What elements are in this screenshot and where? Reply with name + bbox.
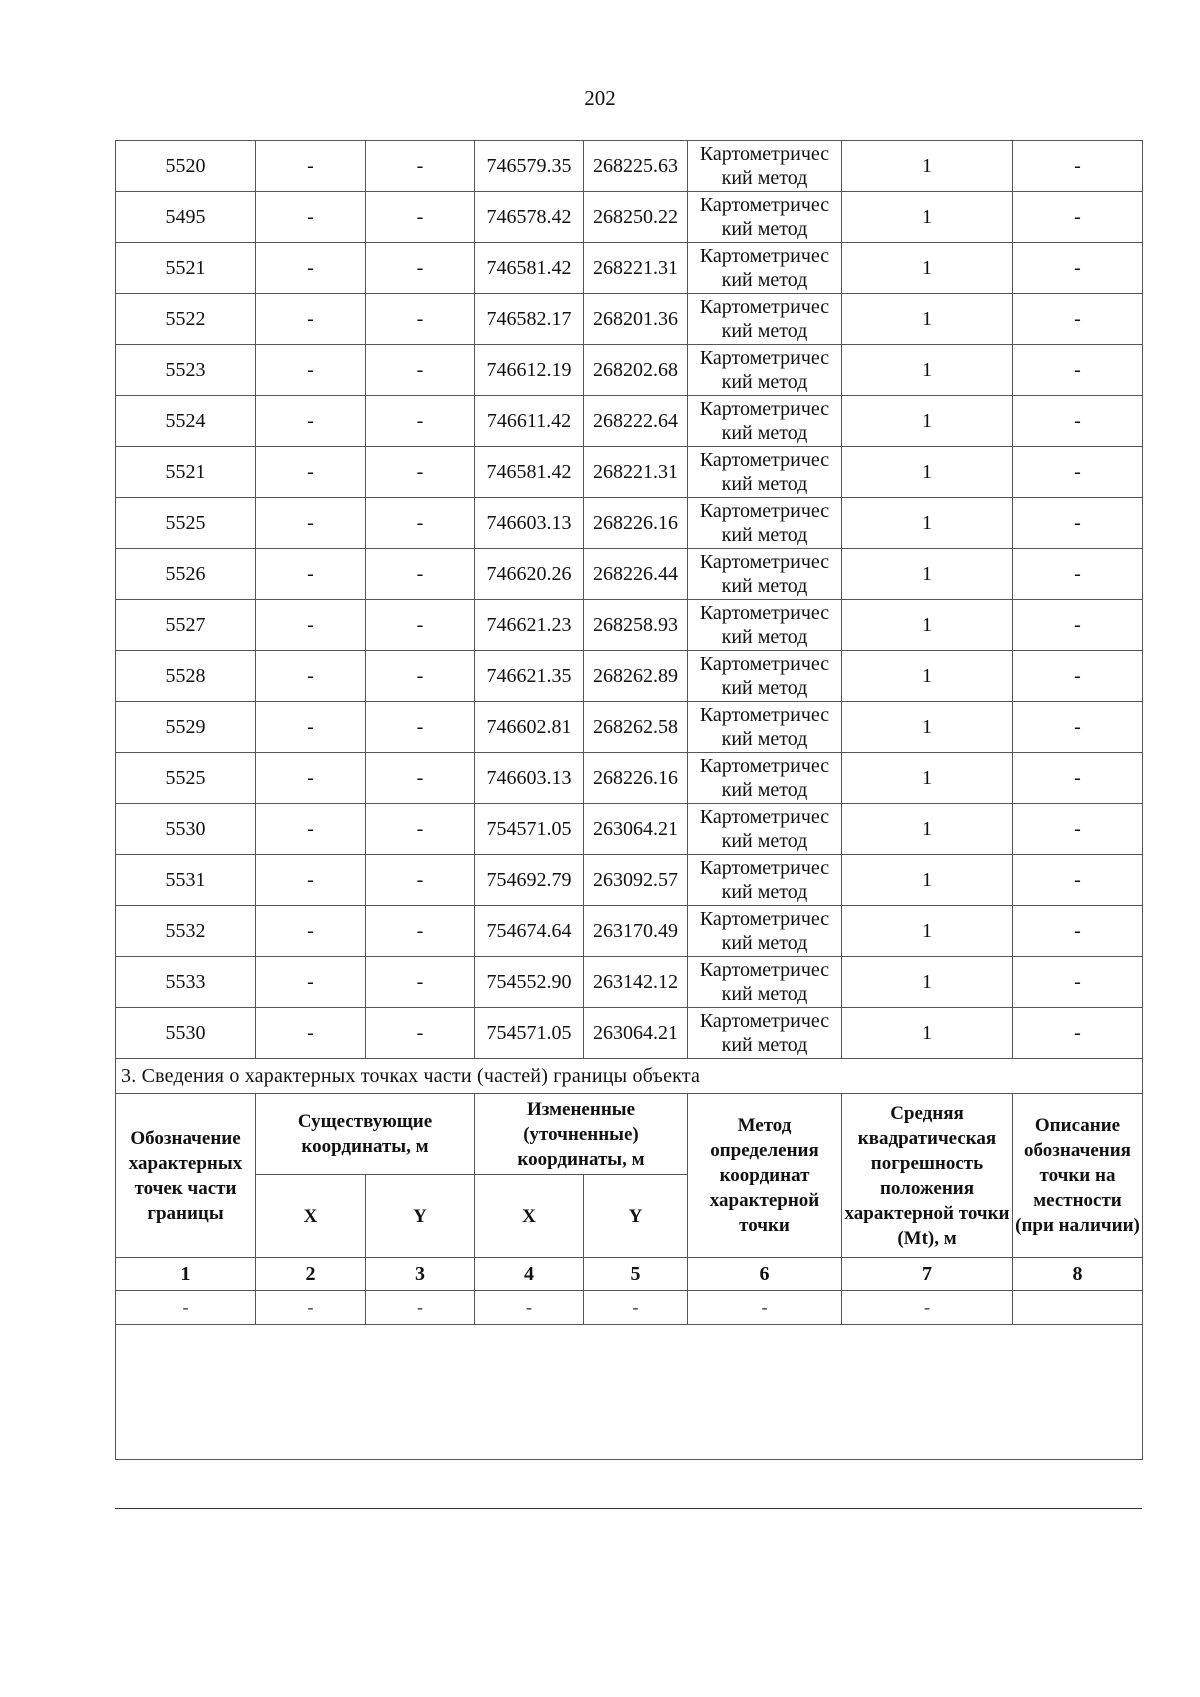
mean-square-error-cell: 1 — [842, 753, 1013, 804]
bottom-rule — [115, 1508, 1142, 1509]
method-line-1: Картометричес — [699, 296, 830, 318]
dash-cell: - — [366, 1291, 475, 1325]
description-cell: - — [1013, 1008, 1143, 1059]
existing-x-cell: - — [256, 1008, 366, 1059]
existing-y-cell: - — [366, 549, 475, 600]
description-cell: - — [1013, 498, 1143, 549]
mean-square-error-cell: 1 — [842, 600, 1013, 651]
existing-x-cell: - — [256, 651, 366, 702]
changed-x-cell: 746581.42 — [475, 243, 584, 294]
method-cell — [688, 753, 842, 804]
method-line-2: кий метод — [721, 932, 808, 954]
method-cell — [688, 600, 842, 651]
header-designation: Обозначение характерных точек части границы — [116, 1094, 256, 1258]
changed-y-cell: 268202.68 — [584, 345, 688, 396]
method-line-1: Картометричес — [699, 347, 830, 369]
point-number-cell: 5529 — [116, 702, 256, 753]
changed-y-cell: 268226.44 — [584, 549, 688, 600]
header-existing-coords: Существующие координаты, м — [256, 1094, 475, 1175]
method-cell — [688, 804, 842, 855]
point-number-cell: 5525 — [116, 498, 256, 549]
changed-x-cell: 746578.42 — [475, 192, 584, 243]
method-line-2: кий метод — [721, 524, 808, 546]
changed-x-cell: 746581.42 — [475, 447, 584, 498]
method-line-2: кий метод — [721, 167, 808, 189]
existing-x-cell: - — [256, 753, 366, 804]
changed-x-cell: 754552.90 — [475, 957, 584, 1008]
method-line-2: кий метод — [721, 320, 808, 342]
changed-y-cell: 263170.49 — [584, 906, 688, 957]
method-line-1: Картометричес — [699, 806, 830, 828]
dash-cell: - — [584, 1291, 688, 1325]
method-cell — [688, 243, 842, 294]
table-row — [116, 141, 1143, 192]
changed-y-cell: 268221.31 — [584, 243, 688, 294]
changed-y-cell: 268201.36 — [584, 294, 688, 345]
method-line-2: кий метод — [721, 881, 808, 903]
method-line-2: кий метод — [721, 218, 808, 240]
empty-block — [116, 1325, 1143, 1460]
changed-y-cell: 263064.21 — [584, 804, 688, 855]
method-line-2: кий метод — [721, 983, 808, 1005]
existing-x-cell: - — [256, 855, 366, 906]
method-line-1: Картометричес — [699, 1010, 830, 1032]
point-number-cell: 5532 — [116, 906, 256, 957]
changed-y-cell: 263142.12 — [584, 957, 688, 1008]
changed-x-cell: 746620.26 — [475, 549, 584, 600]
existing-x-cell: - — [256, 600, 366, 651]
table-row — [116, 549, 1143, 600]
table-row — [116, 447, 1143, 498]
method-line-1: Картометричес — [699, 143, 830, 165]
mean-square-error-cell: 1 — [842, 957, 1013, 1008]
existing-y-cell: - — [366, 498, 475, 549]
table-row — [116, 243, 1143, 294]
method-line-1: Картометричес — [699, 755, 830, 777]
method-line-2: кий метод — [721, 830, 808, 852]
table-row — [116, 651, 1143, 702]
description-cell: - — [1013, 447, 1143, 498]
method-cell — [688, 957, 842, 1008]
column-number: 7 — [842, 1258, 1013, 1291]
header-changed-x: X — [475, 1175, 584, 1258]
changed-y-cell: 268225.63 — [584, 141, 688, 192]
method-cell — [688, 651, 842, 702]
method-line-2: кий метод — [721, 626, 808, 648]
method-line-1: Картометричес — [699, 602, 830, 624]
changed-y-cell: 263092.57 — [584, 855, 688, 906]
column-number: 1 — [116, 1258, 256, 1291]
header-method: Метод определения координат характерной точки — [688, 1094, 842, 1258]
existing-x-cell: - — [256, 243, 366, 294]
existing-y-cell: - — [366, 141, 475, 192]
dash-cell: - — [688, 1291, 842, 1325]
page-number: 202 — [584, 86, 616, 110]
description-cell: - — [1013, 651, 1143, 702]
table-row — [116, 600, 1143, 651]
changed-y-cell: 268262.89 — [584, 651, 688, 702]
changed-y-cell: 268222.64 — [584, 396, 688, 447]
changed-y-cell: 268250.22 — [584, 192, 688, 243]
existing-y-cell: - — [366, 345, 475, 396]
changed-x-cell: 754571.05 — [475, 1008, 584, 1059]
description-cell: - — [1013, 192, 1143, 243]
description-cell: - — [1013, 906, 1143, 957]
method-cell — [688, 141, 842, 192]
method-cell — [688, 1008, 842, 1059]
mean-square-error-cell: 1 — [842, 345, 1013, 396]
point-number-cell: 5527 — [116, 600, 256, 651]
column-number: 3 — [366, 1258, 475, 1291]
dash-cell — [1013, 1291, 1143, 1325]
method-line-1: Картометричес — [699, 398, 830, 420]
changed-y-cell: 263064.21 — [584, 1008, 688, 1059]
table-row — [116, 498, 1143, 549]
description-cell: - — [1013, 855, 1143, 906]
table-row — [116, 192, 1143, 243]
mean-square-error-cell: 1 — [842, 498, 1013, 549]
existing-x-cell: - — [256, 447, 366, 498]
description-cell: - — [1013, 345, 1143, 396]
existing-y-cell: - — [366, 294, 475, 345]
existing-x-cell: - — [256, 498, 366, 549]
description-cell: - — [1013, 804, 1143, 855]
existing-y-cell: - — [366, 600, 475, 651]
mean-square-error-cell: 1 — [842, 651, 1013, 702]
existing-x-cell: - — [256, 141, 366, 192]
method-line-2: кий метод — [721, 1034, 808, 1056]
point-number-cell: 5528 — [116, 651, 256, 702]
table-row — [116, 957, 1143, 1008]
existing-x-cell: - — [256, 906, 366, 957]
header-description: Описание обозначения точки на местности (при наличии) — [1013, 1094, 1143, 1258]
method-line-2: кий метод — [721, 779, 808, 801]
existing-x-cell: - — [256, 345, 366, 396]
header-existing-x: X — [256, 1175, 366, 1258]
table-row — [116, 753, 1143, 804]
point-number-cell: 5530 — [116, 1008, 256, 1059]
method-line-1: Картометричес — [699, 245, 830, 267]
point-number-cell: 5495 — [116, 192, 256, 243]
header-changed-coords: Измененные (уточненные) координаты, м — [475, 1094, 688, 1175]
existing-y-cell: - — [366, 192, 475, 243]
table-row — [116, 1008, 1143, 1059]
section-3 — [116, 1059, 1143, 1460]
table-row — [116, 855, 1143, 906]
mean-square-error-cell: 1 — [842, 906, 1013, 957]
point-number-cell: 5520 — [116, 141, 256, 192]
description-cell: - — [1013, 141, 1143, 192]
table-row — [116, 345, 1143, 396]
existing-x-cell: - — [256, 804, 366, 855]
method-line-1: Картометричес — [699, 857, 830, 879]
point-number-cell: 5524 — [116, 396, 256, 447]
method-cell — [688, 396, 842, 447]
point-number-cell: 5522 — [116, 294, 256, 345]
method-cell — [688, 345, 842, 396]
mean-square-error-cell: 1 — [842, 702, 1013, 753]
method-cell — [688, 192, 842, 243]
mean-square-error-cell: 1 — [842, 243, 1013, 294]
column-number: 8 — [1013, 1258, 1143, 1291]
method-cell — [688, 906, 842, 957]
changed-y-cell: 268258.93 — [584, 600, 688, 651]
header-changed-y: Y — [584, 1175, 688, 1258]
description-cell: - — [1013, 396, 1143, 447]
method-cell — [688, 702, 842, 753]
existing-x-cell: - — [256, 396, 366, 447]
point-number-cell: 5523 — [116, 345, 256, 396]
method-line-2: кий метод — [721, 677, 808, 699]
method-cell — [688, 447, 842, 498]
method-cell — [688, 549, 842, 600]
changed-x-cell: 746611.42 — [475, 396, 584, 447]
description-cell: - — [1013, 549, 1143, 600]
changed-y-cell: 268226.16 — [584, 753, 688, 804]
existing-y-cell: - — [366, 447, 475, 498]
changed-y-cell: 268226.16 — [584, 498, 688, 549]
description-cell: - — [1013, 600, 1143, 651]
column-number: 5 — [584, 1258, 688, 1291]
method-line-1: Картометричес — [699, 449, 830, 471]
table-row — [116, 294, 1143, 345]
mean-square-error-cell: 1 — [842, 141, 1013, 192]
point-number-cell: 5526 — [116, 549, 256, 600]
table-row — [116, 396, 1143, 447]
existing-y-cell: - — [366, 1008, 475, 1059]
point-number-cell: 5533 — [116, 957, 256, 1008]
dash-cell: - — [116, 1291, 256, 1325]
mean-square-error-cell: 1 — [842, 294, 1013, 345]
column-number-row — [116, 1258, 1143, 1291]
method-cell — [688, 855, 842, 906]
changed-x-cell: 754571.05 — [475, 804, 584, 855]
mean-square-error-cell: 1 — [842, 192, 1013, 243]
method-line-2: кий метод — [721, 371, 808, 393]
dash-cell: - — [256, 1291, 366, 1325]
column-number: 6 — [688, 1258, 842, 1291]
method-cell — [688, 294, 842, 345]
method-line-1: Картометричес — [699, 704, 830, 726]
method-line-2: кий метод — [721, 473, 808, 495]
dash-cell: - — [842, 1291, 1013, 1325]
point-number-cell: 5530 — [116, 804, 256, 855]
description-cell: - — [1013, 957, 1143, 1008]
existing-y-cell: - — [366, 855, 475, 906]
existing-y-cell: - — [366, 396, 475, 447]
mean-square-error-cell: 1 — [842, 1008, 1013, 1059]
changed-x-cell: 746603.13 — [475, 753, 584, 804]
point-number-cell: 5531 — [116, 855, 256, 906]
column-number: 2 — [256, 1258, 366, 1291]
existing-x-cell: - — [256, 549, 366, 600]
mean-square-error-cell: 1 — [842, 549, 1013, 600]
mean-square-error-cell: 1 — [842, 396, 1013, 447]
changed-x-cell: 754692.79 — [475, 855, 584, 906]
method-line-2: кий метод — [721, 422, 808, 444]
existing-y-cell: - — [366, 906, 475, 957]
header-existing-y: Y — [366, 1175, 475, 1258]
method-line-1: Картометричес — [699, 500, 830, 522]
table-row — [116, 702, 1143, 753]
description-cell: - — [1013, 753, 1143, 804]
method-line-1: Картометричес — [699, 653, 830, 675]
existing-x-cell: - — [256, 957, 366, 1008]
changed-x-cell: 746579.35 — [475, 141, 584, 192]
description-cell: - — [1013, 243, 1143, 294]
method-line-1: Картометричес — [699, 551, 830, 573]
existing-x-cell: - — [256, 192, 366, 243]
changed-x-cell: 746621.35 — [475, 651, 584, 702]
changed-x-cell: 754674.64 — [475, 906, 584, 957]
changed-x-cell: 746582.17 — [475, 294, 584, 345]
data-rows — [116, 141, 1143, 1059]
method-line-2: кий метод — [721, 575, 808, 597]
section-3-empty-data-row — [116, 1291, 1143, 1325]
point-number-cell: 5521 — [116, 447, 256, 498]
existing-y-cell: - — [366, 243, 475, 294]
dash-cell: - — [475, 1291, 584, 1325]
existing-x-cell: - — [256, 702, 366, 753]
changed-y-cell: 268262.58 — [584, 702, 688, 753]
method-line-1: Картометричес — [699, 959, 830, 981]
method-cell — [688, 498, 842, 549]
changed-x-cell: 746603.13 — [475, 498, 584, 549]
mean-square-error-cell: 1 — [842, 447, 1013, 498]
method-line-1: Картометричес — [699, 908, 830, 930]
changed-x-cell: 746602.81 — [475, 702, 584, 753]
existing-y-cell: - — [366, 957, 475, 1008]
mean-square-error-cell: 1 — [842, 855, 1013, 906]
existing-y-cell: - — [366, 651, 475, 702]
table-row — [116, 906, 1143, 957]
section-3-title: 3. Сведения о характерных точках части (частей) границы объекта — [116, 1059, 1143, 1094]
method-line-2: кий метод — [721, 728, 808, 750]
method-line-2: кий метод — [721, 269, 808, 291]
table-row — [116, 804, 1143, 855]
point-number-cell: 5525 — [116, 753, 256, 804]
column-number: 4 — [475, 1258, 584, 1291]
existing-y-cell: - — [366, 753, 475, 804]
header-mean-square-error: Средняя квадратическая погрешность положения характерной точки (Mt), м — [842, 1094, 1013, 1258]
changed-y-cell: 268221.31 — [584, 447, 688, 498]
existing-x-cell: - — [256, 294, 366, 345]
description-cell: - — [1013, 294, 1143, 345]
description-cell: - — [1013, 702, 1143, 753]
existing-y-cell: - — [366, 804, 475, 855]
coordinates-table — [115, 140, 1143, 1460]
method-line-1: Картометричес — [699, 194, 830, 216]
mean-square-error-cell: 1 — [842, 804, 1013, 855]
changed-x-cell: 746612.19 — [475, 345, 584, 396]
point-number-cell: 5521 — [116, 243, 256, 294]
existing-y-cell: - — [366, 702, 475, 753]
changed-x-cell: 746621.23 — [475, 600, 584, 651]
